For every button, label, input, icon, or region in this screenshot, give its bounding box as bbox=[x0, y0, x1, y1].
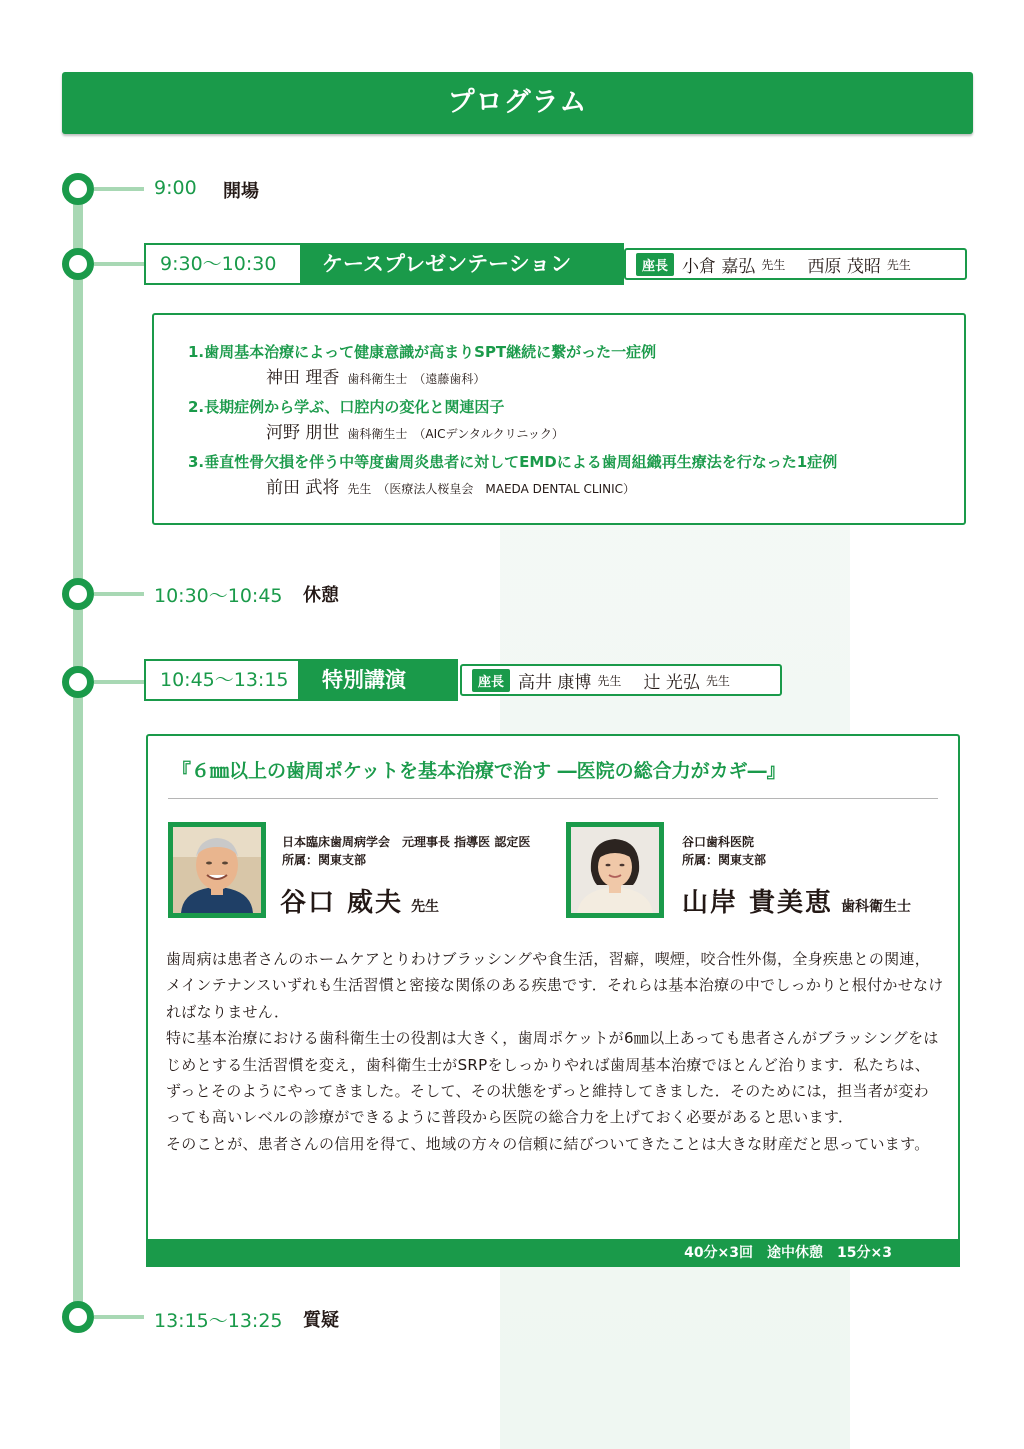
qa-time: 13:15〜13:25 bbox=[154, 1310, 283, 1332]
presentation-title: 1.歯周基本治療によって健康意識が高まりSPT継続に繋がった一症例 bbox=[188, 343, 657, 361]
page-title: プログラム bbox=[447, 87, 588, 118]
lecture-title: 『６㎜以上の歯周ポケットを基本治療で治す ―医院の総合力がカギ―』 bbox=[172, 760, 786, 782]
chair-suffix: 先生 bbox=[705, 673, 730, 688]
session-title: 特別講演 bbox=[298, 659, 458, 701]
lecturer-affiliation: 日本臨床歯周病学会 元理事長 指導医 認定医 bbox=[282, 835, 531, 849]
break-label: 休憩 bbox=[303, 585, 339, 606]
portrait-man-icon bbox=[173, 827, 261, 913]
lecturer-photo bbox=[566, 822, 664, 918]
session-time: 9:30〜10:30 bbox=[144, 243, 300, 285]
lecturer-suffix: 先生 bbox=[411, 899, 440, 915]
timeline-node bbox=[62, 173, 94, 205]
speaker-role: 歯科衛生士 （遠藤歯科） bbox=[347, 372, 486, 386]
lecturer-name: 谷口 威夫 bbox=[280, 888, 404, 918]
presentations-box bbox=[152, 313, 966, 525]
timeline-line bbox=[73, 190, 83, 1318]
divider bbox=[168, 798, 938, 799]
timeline-connector bbox=[94, 262, 144, 266]
chair-suffix: 先生 bbox=[597, 673, 622, 688]
presentation-title: 2.長期症例から学ぶ、口腔内の変化と関連因子 bbox=[188, 398, 505, 416]
open-label: 開場 bbox=[223, 181, 259, 202]
chair-suffix: 先生 bbox=[761, 257, 786, 272]
program-header bbox=[62, 72, 973, 134]
chair-box bbox=[460, 664, 782, 696]
timeline-node bbox=[62, 578, 94, 610]
timeline-connector bbox=[94, 680, 144, 684]
chair-name: 西原 茂昭 bbox=[807, 256, 881, 277]
timeline-node bbox=[62, 666, 94, 698]
chair-box bbox=[624, 248, 967, 280]
lecturer-affiliation: 谷口歯科医院 bbox=[682, 835, 755, 849]
speaker-role: 先生 （医療法人桜皇会 MAEDA DENTAL CLINIC） bbox=[347, 482, 636, 496]
chair-badge: 座長 bbox=[472, 669, 510, 692]
lecture-description: 歯周病は患者さんのホームケアとりわけブラッシングや食生活，習癖，喫煙，咬合性外傷，全身疾患との関連，メインテナンスいずれも生活習慣と密接な関係のある疾患です．それらは基本治療の中でしっかりと根付かせなければなりません． 特に基本治療における歯科衛生士の役割は大きく，歯周ポケットが6㎜以上あっても患者さんがブラッシングをはじめとする生活習慣を変え，歯科衛生士がSRPをしっかりやれば歯周基本治療でほとんど治ります．私たちは、ずっとそのようにやってきました。そして、その状態をずっと維持してきました．そのためには，担当者が変わっても高いレベルの診療ができるように普段から医院の総合力を上げておく必要があると思います． そのことが、患者さんの信用を得て、地域の方々の信頼に結びついてきたことは大きな財産だと思っています。 bbox=[166, 950, 944, 1153]
session-time: 10:45〜13:15 bbox=[144, 659, 298, 701]
timeline-node bbox=[62, 1301, 94, 1333]
presentation-speaker bbox=[188, 419, 964, 451]
presentation-speaker bbox=[188, 364, 964, 396]
portrait-woman-icon bbox=[571, 827, 659, 913]
timeline-connector bbox=[94, 187, 144, 191]
chair-badge: 座長 bbox=[636, 253, 674, 276]
lecturer-name-box bbox=[682, 882, 911, 919]
session-title: ケースプレゼンテーション bbox=[300, 243, 624, 285]
lecture-schedule-note: 40分×3回 途中休憩 15分×3 bbox=[146, 1239, 960, 1267]
lecturer-name: 山岸 貴美恵 bbox=[682, 888, 834, 918]
lecture-box bbox=[146, 734, 960, 1267]
session-header bbox=[144, 243, 624, 285]
lecturer-name-box bbox=[280, 882, 439, 919]
lecturer-photo bbox=[168, 822, 266, 918]
presentation-speaker bbox=[188, 474, 964, 506]
presentation-title: 3.垂直性骨欠損を伴う中等度歯周炎患者に対してEMDによる歯周組織再生療法を行なった1症例 bbox=[188, 453, 838, 471]
timeline-connector bbox=[94, 1315, 144, 1319]
speaker-name: 神田 理香 bbox=[266, 368, 340, 388]
speaker-name: 河野 朋世 bbox=[266, 423, 340, 443]
open-time: 9:00 bbox=[154, 177, 197, 199]
break-time: 10:30〜10:45 bbox=[154, 585, 283, 607]
speaker-role: 歯科衛生士 （AICデンタルクリニック） bbox=[347, 427, 564, 441]
chair-name: 高井 康博 bbox=[518, 672, 592, 693]
speaker-name: 前田 武将 bbox=[266, 478, 340, 498]
lecturer-suffix: 歯科衛生士 bbox=[841, 899, 912, 915]
chair-name: 辻 光弘 bbox=[643, 672, 700, 693]
session-header bbox=[144, 659, 458, 701]
lecturer-branch: 所属：関東支部 bbox=[682, 853, 767, 867]
lecturer-branch: 所属：関東支部 bbox=[282, 853, 367, 867]
qa-label: 質疑 bbox=[303, 1310, 339, 1331]
timeline-node bbox=[62, 248, 94, 280]
chair-name: 小倉 嘉弘 bbox=[682, 256, 756, 277]
chair-suffix: 先生 bbox=[886, 257, 911, 272]
timeline-connector bbox=[94, 592, 144, 596]
